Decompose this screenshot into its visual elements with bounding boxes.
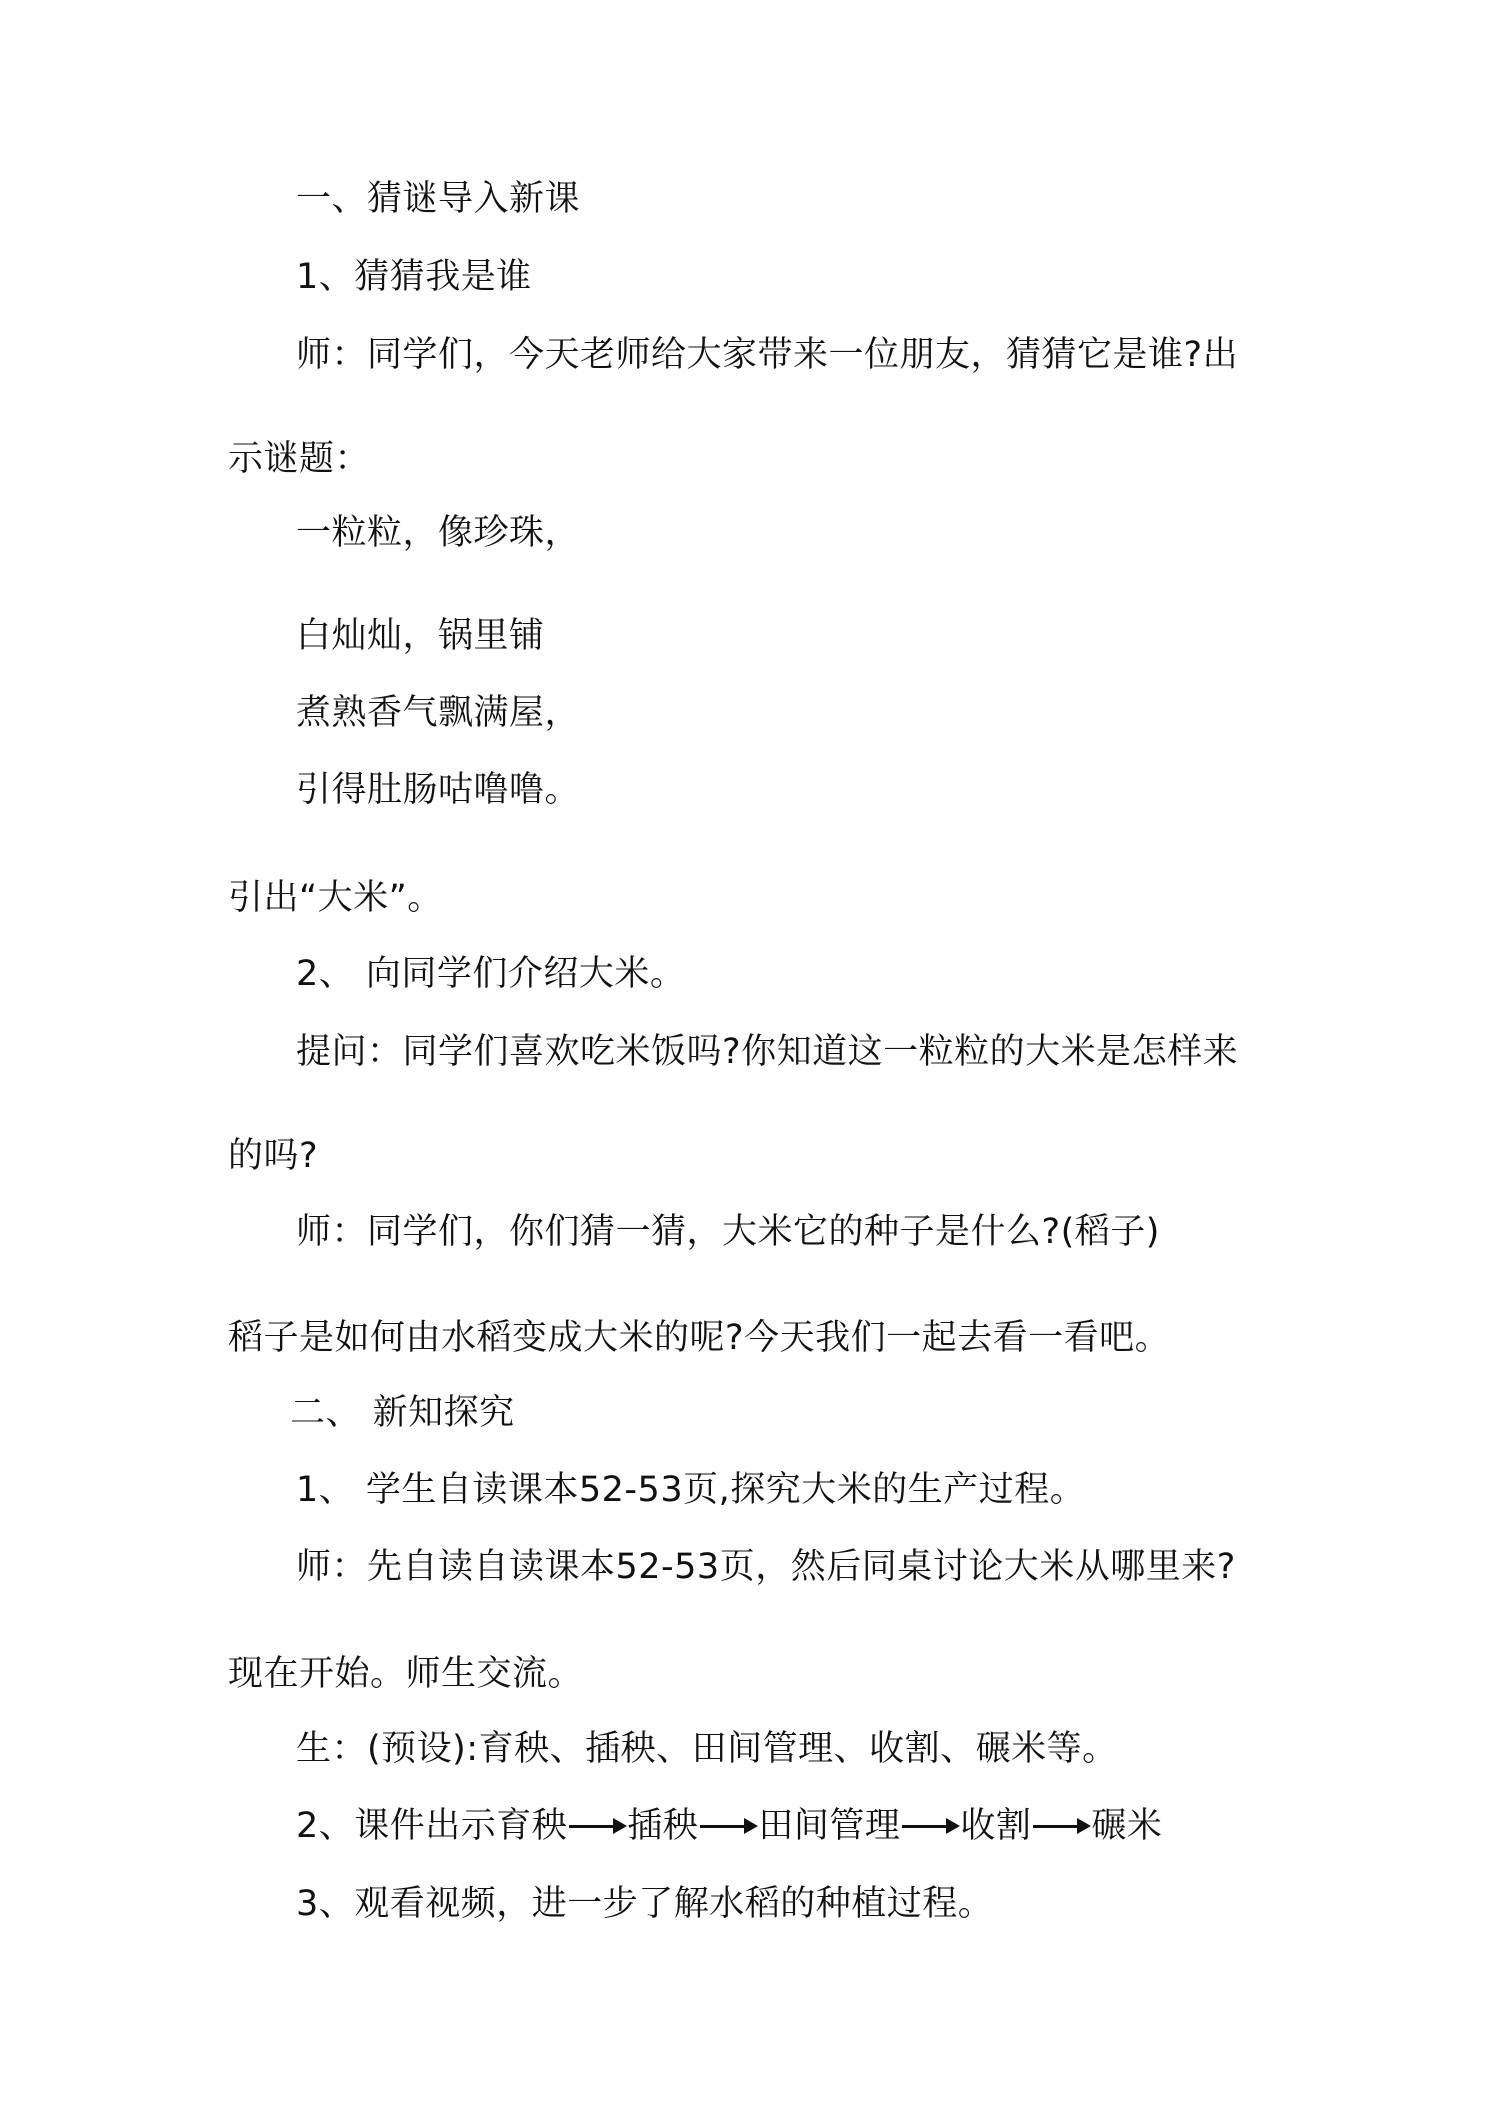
section-heading-2: 二、 新知探究 xyxy=(290,1393,515,1433)
paragraph-student-answer: 生：(预设):育秧、插秧、田间管理、收割、碾米等。 xyxy=(296,1729,1118,1769)
subheading-self-read: 1、 学生自读课本52-53页,探究大米的生产过程。 xyxy=(296,1470,1086,1510)
paragraph-question-cont: 的吗? xyxy=(228,1136,319,1176)
section-heading-1: 一、猜谜导入新课 xyxy=(296,179,581,219)
flow-step-field-management: 田间管理 xyxy=(758,1806,901,1846)
subheading-guess-who: 1、猜猜我是谁 xyxy=(296,257,532,297)
paragraph-riddle-label: 示谜题： xyxy=(228,439,371,479)
flow-step-milling: 碾米 xyxy=(1091,1806,1163,1846)
paragraph-lead-out: 引出“大米”。 xyxy=(228,878,443,918)
paragraph-watch-video: 3、观看视频，进一步了解水稻的种植过程。 xyxy=(296,1884,994,1924)
paragraph-teacher-seed: 师：同学们，你们猜一猜，大米它的种子是什么?(稻子) xyxy=(296,1212,1160,1252)
paragraph-teacher-intro: 师：同学们，今天老师给大家带来一位朋友，猜猜它是谁?出 xyxy=(296,335,1239,375)
flow-step-harvest: 收割 xyxy=(960,1806,1032,1846)
right-arrow-icon xyxy=(1031,1804,1091,1848)
riddle-line-3: 煮熟香气飘满屋， xyxy=(296,693,581,733)
process-flow-line xyxy=(296,1804,1162,1848)
flow-prefix: 2、课件出示 xyxy=(296,1806,497,1846)
paragraph-start-exchange: 现在开始。师生交流。 xyxy=(228,1654,584,1694)
riddle-line-2: 白灿灿，锅里铺 xyxy=(296,616,545,656)
riddle-line-1: 一粒粒，像珍珠， xyxy=(296,513,581,553)
flow-step-transplant: 插秧 xyxy=(627,1806,699,1846)
right-arrow-icon xyxy=(900,1804,960,1848)
subheading-introduce-rice: 2、 向同学们介绍大米。 xyxy=(296,954,686,994)
right-arrow-icon xyxy=(567,1804,627,1848)
paragraph-rice-transform: 稻子是如何由水稻变成大米的呢?今天我们一起去看一看吧。 xyxy=(228,1318,1171,1358)
right-arrow-icon xyxy=(698,1804,758,1848)
paragraph-teacher-discuss: 师：先自读自读课本52-53页，然后同桌讨论大米从哪里来? xyxy=(296,1547,1236,1587)
riddle-line-4: 引得肚肠咕噜噜。 xyxy=(296,770,581,810)
flow-step-seedling: 育秧 xyxy=(496,1806,568,1846)
paragraph-question: 提问：同学们喜欢吃米饭吗?你知道这一粒粒的大米是怎样来 xyxy=(296,1032,1239,1072)
